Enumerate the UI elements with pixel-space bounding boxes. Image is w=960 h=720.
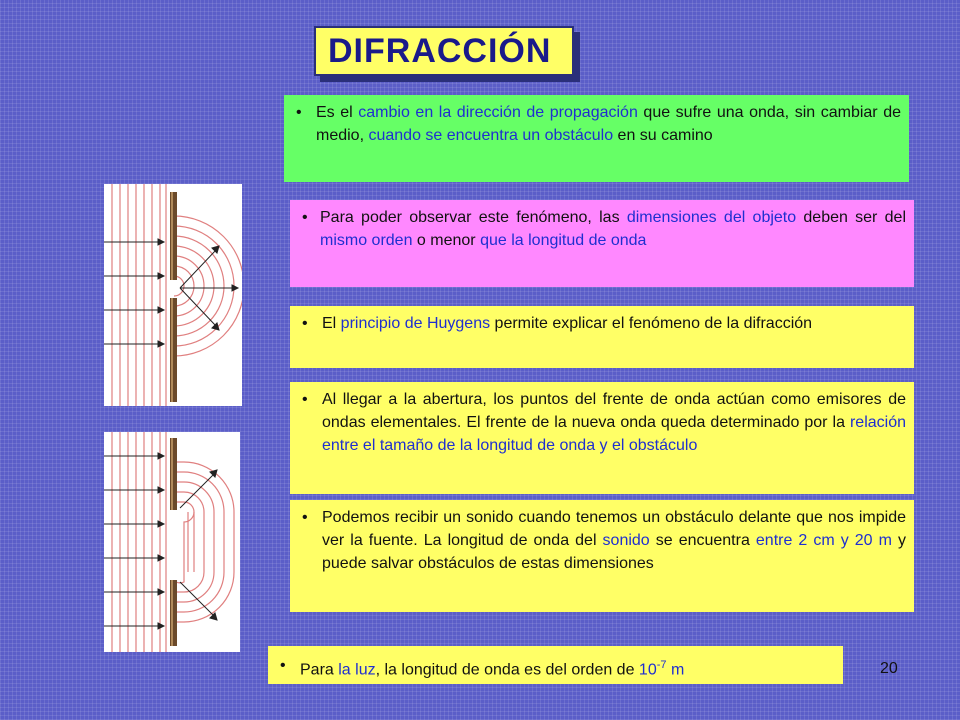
bullet-icon: • xyxy=(302,209,308,226)
text-box-huygens xyxy=(290,306,914,368)
text-box-aperture xyxy=(290,382,914,494)
text-box-light xyxy=(268,646,843,684)
diffraction-wide-gap-diagram xyxy=(104,432,240,652)
highlighted-term: 10 xyxy=(638,661,657,679)
figure-wide-gap xyxy=(104,432,240,652)
diffracted-wavefronts xyxy=(176,462,234,622)
highlighted-term: principio de Huygens xyxy=(340,315,491,332)
highlighted-term: relación entre el tamaño de la longitud de onda y el obstáculo xyxy=(322,414,906,454)
page-title: DIFRACCIÓN xyxy=(314,26,574,76)
text-box-condition xyxy=(290,200,914,287)
highlighted-term: sonido xyxy=(602,532,650,549)
huygens-text: El principio de Huygens permite explicar el fenómeno de la difracción xyxy=(322,315,813,332)
definition-text: Es el cambio en la dirección de propagación que sufre una onda, sin cambiar de medio, cuando se encuentra un obstáculo en su camino xyxy=(316,104,901,144)
highlighted-term: entre 2 cm y 20 m xyxy=(755,532,892,549)
superscript: -7 xyxy=(656,659,667,671)
highlighted-term: cuando se encuentra un obstáculo xyxy=(368,127,614,144)
highlighted-term: cambio en la dirección de propagación xyxy=(358,104,638,121)
barrier xyxy=(170,438,177,646)
bullet-icon: • xyxy=(280,657,286,674)
highlighted-term: dimensiones del objeto xyxy=(626,209,797,226)
text-box-sound xyxy=(290,500,914,612)
highlighted-term: mismo orden xyxy=(320,232,413,249)
figure-narrow-slit xyxy=(104,184,242,406)
bullet-icon: • xyxy=(302,315,308,332)
highlighted-term: la luz xyxy=(338,661,376,679)
diffraction-narrow-slit-diagram xyxy=(104,184,242,406)
incident-wavefronts xyxy=(112,184,166,406)
incident-wavefronts xyxy=(112,432,166,652)
bullet-icon: • xyxy=(302,391,308,408)
condition-text: Para poder observar este fenómeno, las dimensiones del objeto deben ser del mismo orden o menor que la longitud de onda xyxy=(320,209,906,249)
sound-text: Podemos recibir un sonido cuando tenemos un obstáculo delante que nos impide ver la fuente. La longitud de onda del sonido se encuentra entre 2 cm y 20 m y puede salvar obstáculos de estas dimensiones xyxy=(322,509,906,572)
highlighted-term: que la longitud de onda xyxy=(480,232,647,249)
page-number: 20 xyxy=(880,660,898,677)
text-box-definition xyxy=(284,95,909,182)
bullet-icon: • xyxy=(296,104,302,121)
light-text: Para la luz, la longitud de onda es del orden de $10^{-7}$ m xyxy=(300,659,685,679)
highlighted-term: m xyxy=(666,661,685,679)
barrier xyxy=(170,192,177,402)
bullet-icon: • xyxy=(302,509,308,526)
aperture-text: Al llegar a la abertura, los puntos del frente de onda actúan como emisores de ondas elementales. El frente de la nueva onda queda determinado por la relación entre el tamaño de la longitud de onda y el obstáculo xyxy=(322,391,906,454)
